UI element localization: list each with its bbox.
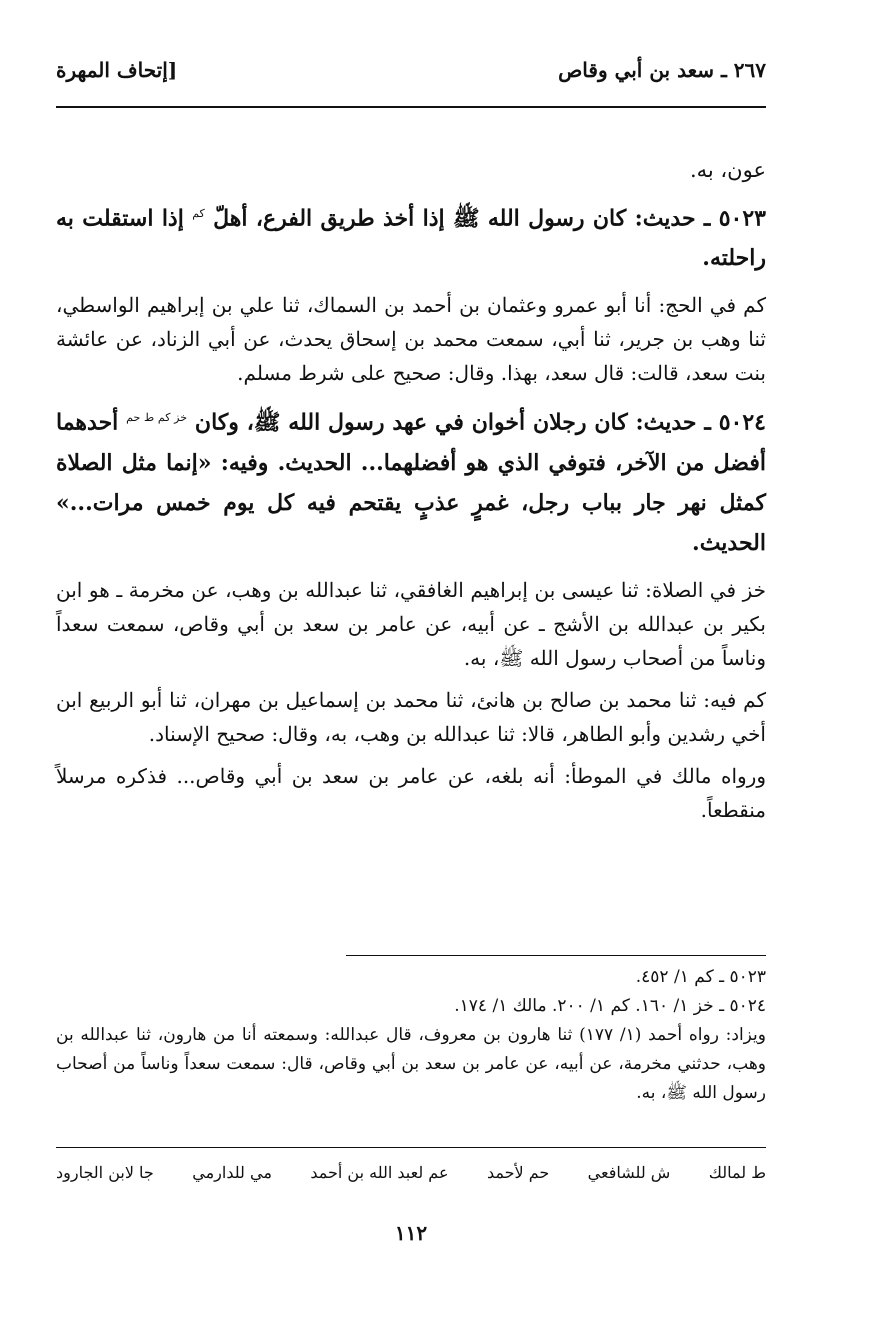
header-chapter-title: ٢٦٧ ـ سعد بن أبي وقاص [558, 58, 766, 82]
abbrev-item: جا لابن الجارود [56, 1163, 154, 1182]
footnote-5023: ٥٠٢٣ ـ كم ١/ ٤٥٢. [635, 967, 766, 987]
continuation-line: عون، به. [689, 158, 766, 182]
hadith-5024 [56, 398, 766, 562]
abbrev-item: ط لمالك [708, 1163, 766, 1182]
hadith-5024-text-b: أحدهما أفضل من الآخر، فتوفي الذي هو أفضلهما... الحديث. وفيه: «إنما مثل الصلاة كمثل نهر جار بباب رجل، غمرٍ عذبٍ يقتحم فيه كل يوم خمس مرات...» الحديث. [56, 409, 766, 556]
narration-4: ورواه مالك في الموطأ: أنه بلغه، عن عامر بن سعد بن أبي وقاص... فذكره مرسلاً منقطعاً. [56, 763, 766, 822]
abbrev-item: ش للشافعي [587, 1163, 671, 1182]
hadith-5023-text-a: ٥٠٢٣ ـ حديث: كان رسول الله ﷺ إذا أخذ طريق الفرع، أهلّ [213, 205, 766, 232]
narration-1: كم في الحج: أنا أبو عمرو وعثمان بن أحمد بن السماك، ثنا علي بن إبراهيم الواسطي، ثنا وهب بن جرير، ثنا أبي، سمعت محمد بن إسحاق يحدث، عن أبي الزناد، عن عائشة بنت سعد، قالت: قال سعد، بهذا. وقال: صحيح على شرط مسلم. [56, 293, 766, 386]
main-text [56, 154, 766, 835]
hadith-5023 [56, 194, 766, 278]
document-page [56, 58, 766, 1308]
narration-3: كم فيه: ثنا محمد بن صالح بن هانئ، ثنا محمد بن إسماعيل بن مهران، ثنا أبو الربيع ابن أخي رشدين وأبو الطاهر، قالا: ثنا عبدالله بن وهب، به، وقال: صحيح الإسناد. [56, 687, 766, 746]
hadith-5024-sigla: خز كم ط حم [126, 411, 188, 425]
page-number: ١١٢ [394, 1221, 428, 1245]
footnotes [56, 963, 766, 1108]
abbreviations-divider [56, 1147, 766, 1148]
hadith-5024-text-a: ٥٠٢٤ ـ حديث: كان رجلان أخوان في عهد رسول الله ﷺ، وكان [194, 409, 766, 436]
footnote-5024: ٥٠٢٤ ـ خز ١/ ١٦٠. كم ١/ ٢٠٠. مالك ١/ ١٧٤. [454, 996, 766, 1016]
hadith-5023-sigla: كم [192, 207, 205, 220]
narration-2: خز في الصلاة: ثنا عيسى بن إبراهيم الغافقي، ثنا عبدالله بن وهب، عن مخرمة ـ هو ابن بكير بن عبدالله بن الأشج ـ عن أبيه، عن عامر بن سعد بن أبي وقاص، سمعت سعداً وناساً من أصحاب رسول الله ﷺ، به. [56, 577, 766, 670]
header-divider [56, 106, 766, 108]
abbrev-item: حم لأحمد [486, 1163, 550, 1182]
abbrev-item: مي للدارمي [192, 1163, 272, 1182]
footnote-addition: ويزاد: رواه أحمد (١/ ١٧٧) ثنا هارون بن معروف، قال عبدالله: وسمعته أنا من هارون، ثنا عبدالله بن وهب، حدثني مخرمة، عن أبيه، عن عامر بن سعد بن أبي وقاص، قال: سمعت سعداً وناساً من أصحاب رسول الله ﷺ، به. [56, 1025, 766, 1103]
abbreviations-key [56, 1163, 766, 1182]
running-header [56, 58, 766, 94]
header-book-title: [إتحاف المهرة [56, 58, 178, 82]
abbrev-item: عم لعبد الله بن أحمد [310, 1163, 449, 1182]
hadith-5023-text-b: إذا استقلت به راحلته. [56, 205, 766, 272]
footnote-divider [346, 955, 766, 956]
